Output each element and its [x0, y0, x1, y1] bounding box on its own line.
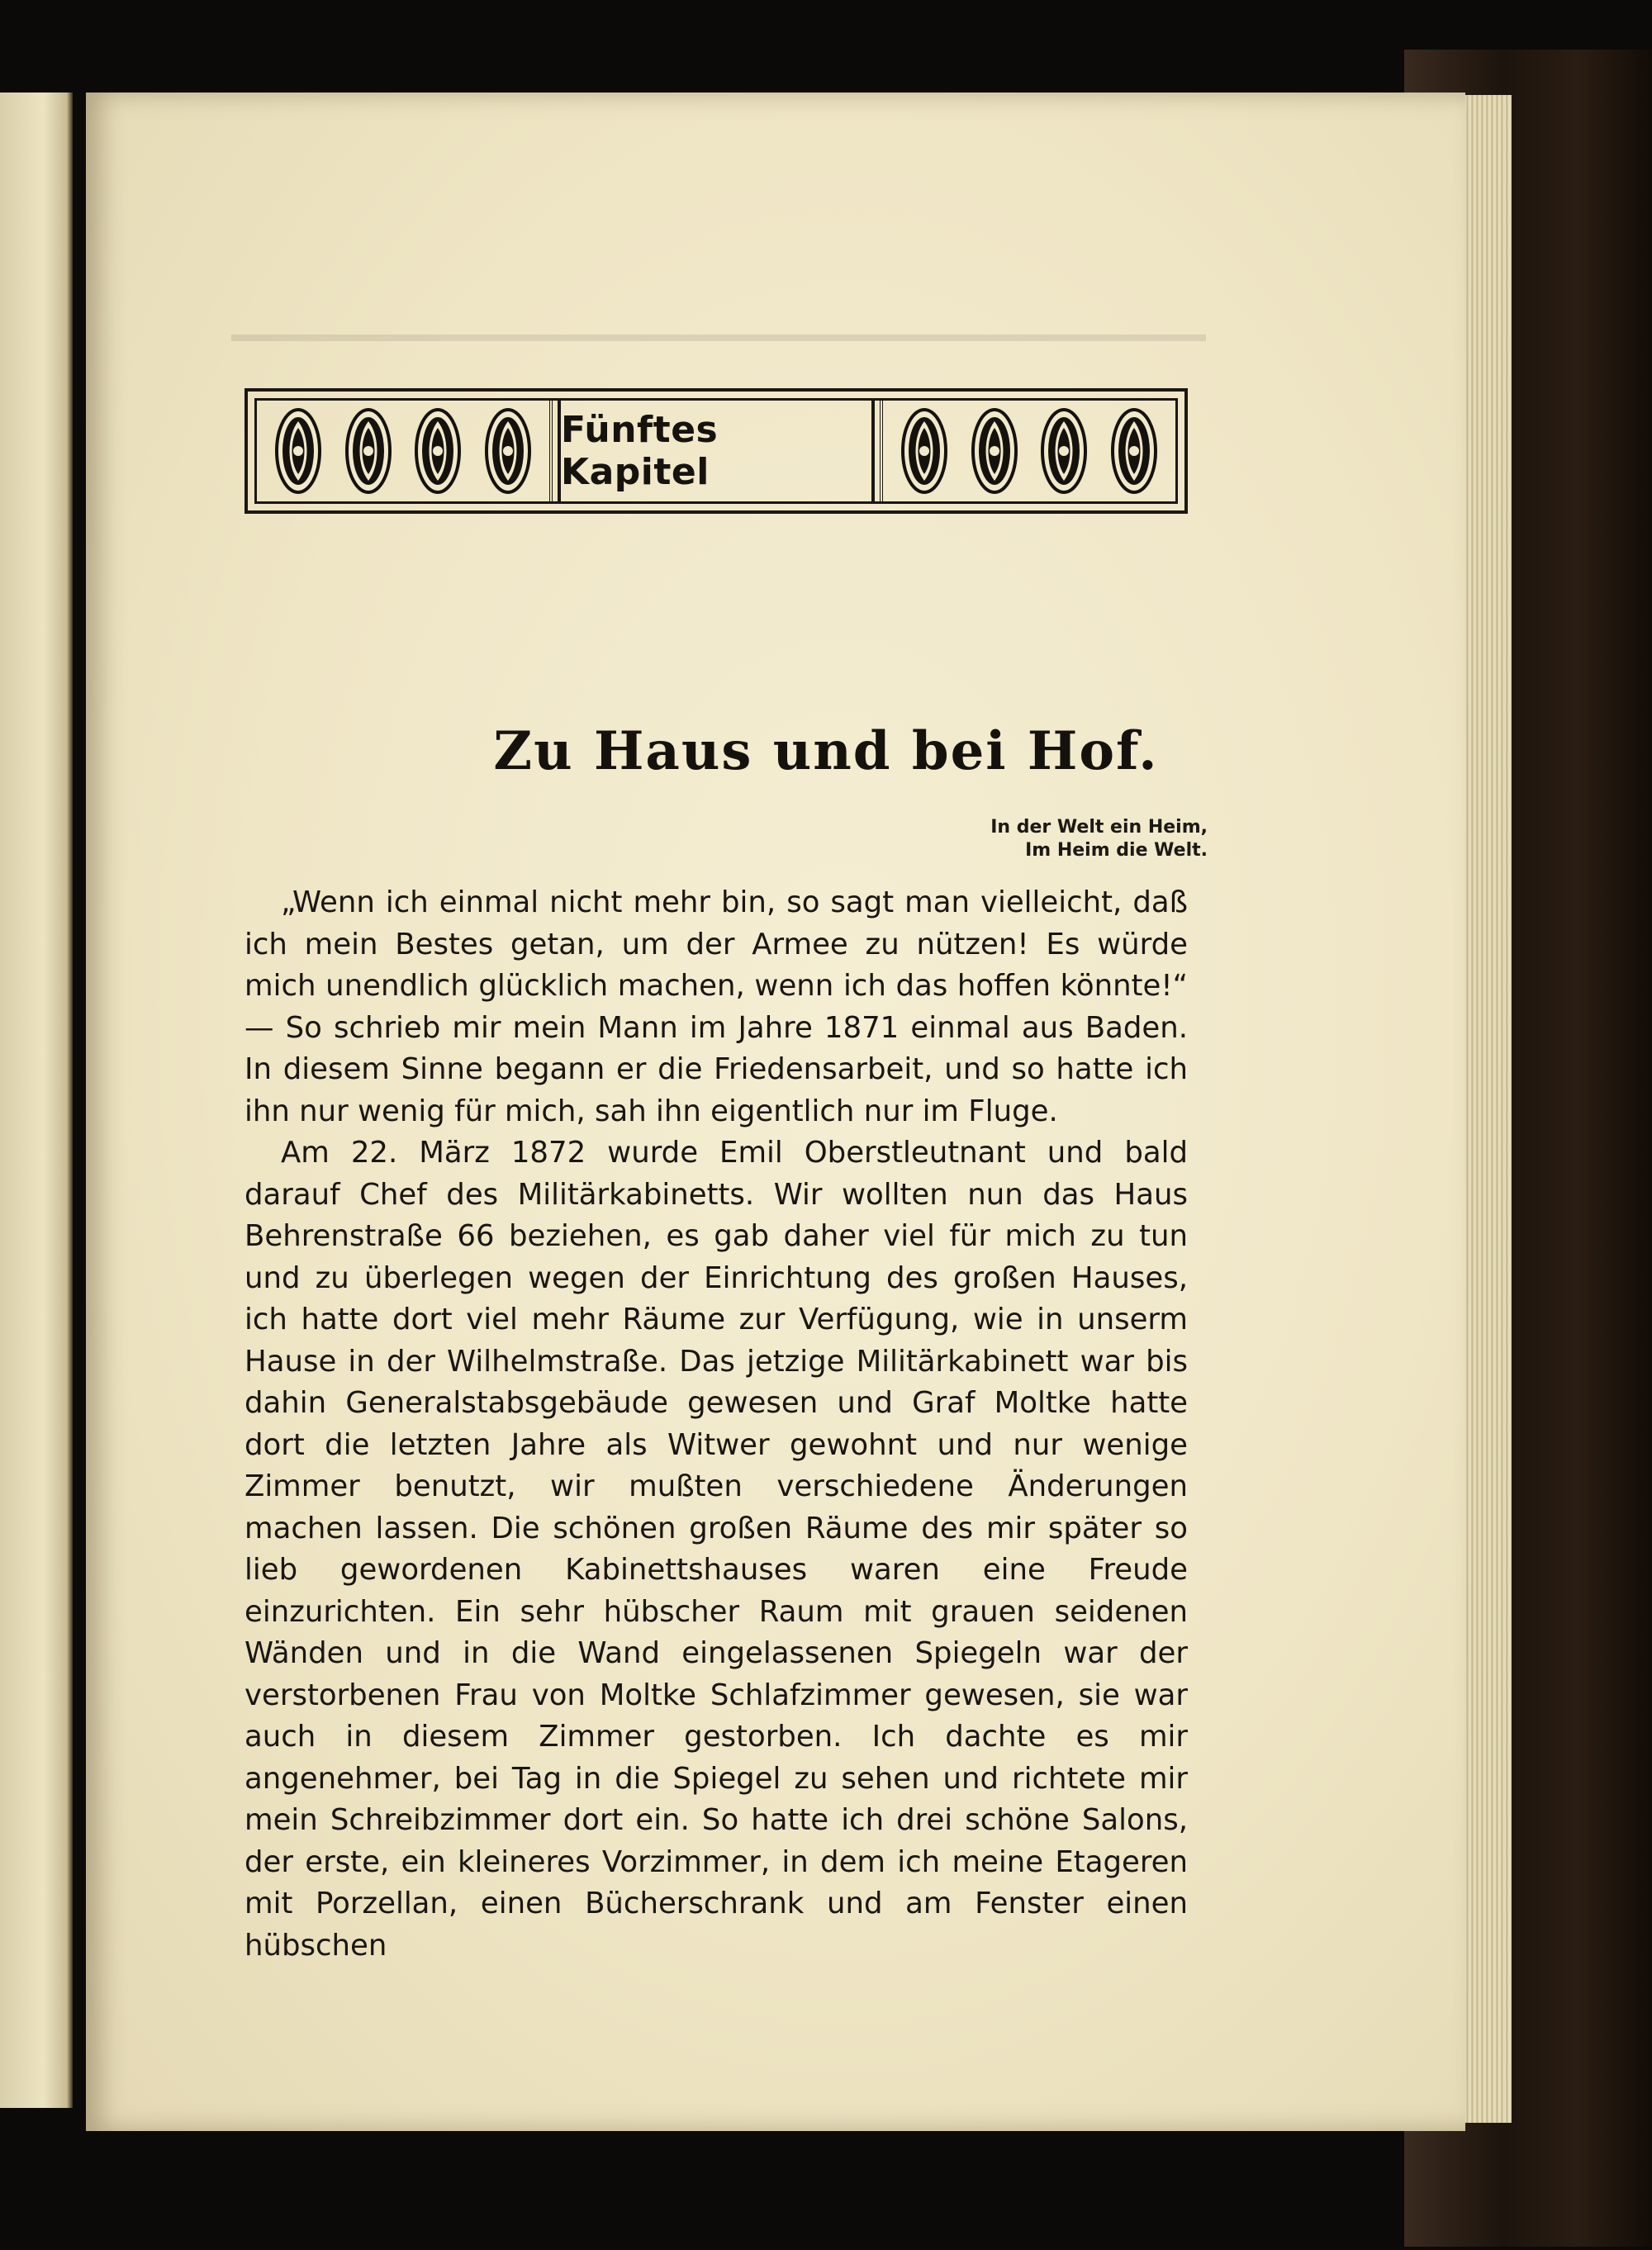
ornament-oval-icon — [483, 406, 533, 496]
ornament-oval-icon — [1109, 406, 1159, 496]
left-page-edge — [0, 93, 73, 2108]
ornament-oval-icon — [344, 406, 393, 496]
ornament-oval-icon — [970, 406, 1019, 496]
chapter-label: Fünftes Kapitel — [561, 409, 719, 493]
ornament-oval-icon — [1039, 406, 1089, 496]
paragraph-1: „Wenn ich einmal nicht mehr bin, so sagt man vielleicht, daß ich mein Bestes getan, um der Armee zu nützen! Es würde mich unendlich glücklich machen, wenn ich das hoffen könnte!“ — So schrieb mir mein Mann im Jahre 1871 einmal aus Baden. In diesem Sinne begann er die Friedensarbeit, und so hatte ich ihn nur wenig für mich, sah ihn eigentlich nur im Fluge. — [244, 885, 1188, 1128]
ornament-oval-icon — [413, 406, 463, 496]
paragraph-2: Am 22. März 1872 wurde Emil Oberstleutnant und bald darauf Chef des Militärkabinetts. Wir wollten nun das Haus Behrenstraße 66 beziehen, es gab daher viel für mich zu tun und zu überlegen wegen der Einrichtung des großen Hauses, ich hatte dort viel mehr Räume zur Verfügung, wie in unserm Hause in der Wilhelmstraße. Das jetzige Militärkabinett war bis dahin Generalstabsgebäude gewesen und Graf Moltke hatte dort die letzten Jahre als Witwer gewohnt und nur wenige Zimmer benutzt, wir mußten verschiedene Änderungen machen lassen. Die schönen großen Räume des mir später so lieb gewordenen Kabinettshauses waren eine Freude einzurichten. Ein sehr hübscher Raum mit grauen seidenen Wänden und in die Wand eingelassenen Spiegeln war der verstorbenen Frau von Moltke Schlafzimmer gewesen, sie war auch in diesem Zimmer gestorben. Ich dachte es mir angenehmer, bei Tag in die Spiegel zu sehen und richtete mir mein Schreibzimmer dort ein. So hatte ich drei schöne Salons, der erste, ein kleineres Vorzimmer, in dem ich meine Etageren mit Porzellan, einen Bücherschrank und am Fenster einen hübschen — [244, 1136, 1188, 1963]
body-text — [244, 882, 1188, 1967]
chapter-header-frame — [244, 388, 1188, 514]
motto-line-1: In der Welt ein Heim, — [990, 817, 1208, 838]
motto — [990, 816, 1208, 862]
chapter-title: Zu Haus und bei Hof. — [493, 720, 1159, 782]
bleed-through-line — [231, 335, 1206, 341]
ornament-oval-icon — [900, 406, 949, 496]
ornament-panel-right — [880, 401, 1175, 501]
ornament-oval-icon — [273, 406, 323, 496]
chapter-label-panel — [558, 401, 875, 501]
motto-line-2: Im Heim die Welt. — [1025, 840, 1208, 861]
chapter-header-inner — [254, 398, 1178, 504]
ornament-panel-left — [257, 401, 553, 501]
